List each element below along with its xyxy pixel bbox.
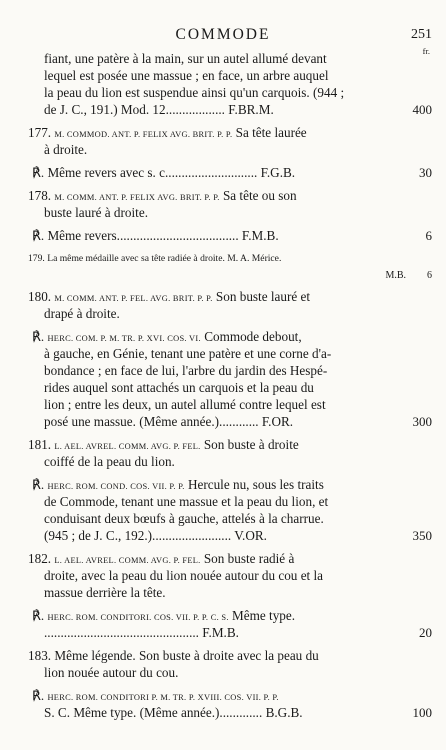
coin-legend: M. COMM. ANT. P. FELIX AVG. BRIT. P. P. [54,193,220,202]
entry-number: 183. [28,648,52,663]
entry-text: Hercule nu, sous les traits [187,477,324,492]
entry-text: lequel est posée une massue ; en face, un arbre auquel [44,68,329,83]
reverse-mark: ℟. [32,608,45,623]
price-unit-label: fr. [422,46,430,56]
entry-price: 100 [412,705,432,720]
entry-grade: M.B. [385,270,406,281]
entry-price: 300 [412,414,432,429]
coin-legend: M. COMMOD. ANT. P. FELIX AVG. BRIT. P. P. [54,130,233,139]
entry-text: La même médaille avec sa tête radiée à droite. M. A. Mérice. [47,253,282,264]
reverse-mark: ℟. [32,688,45,703]
entry-text: posé une massue. (Même année.)............ F.OR. [44,414,294,429]
entry-text: Son buste lauré et [215,289,311,304]
entry-text: (945 ; de J. C., 192.)........................ V.OR. [44,528,267,543]
reverse-mark: ℟. [32,228,45,243]
entry-price: 350 [412,528,432,543]
entry-price: 6 [425,228,432,243]
entry-number: 179. [28,253,45,264]
entry-text: Commode debout, [204,329,302,344]
entry-text: conduisant deux bœufs à gauche, attelés à la charrue. [44,511,324,526]
entry-text: buste lauré à droite. [44,205,148,220]
catalog-entry [0,687,446,721]
catalog-entry [0,476,446,544]
entry-text: rides auquel sont attachés un carquois et la peau du [44,380,314,395]
entry-text: Même type. [232,608,296,623]
reverse-mark: ℟. [32,165,45,180]
catalog-entry [0,328,446,430]
entry-text: droite, avec la peau du lion nouée autour du cou et la [44,568,324,583]
entry-text: la peau du lion est suspendue ainsi qu'un carquois. (944 ; [44,85,345,100]
entry-text: fiant, une patère à la main, sur un autel allumé devant [44,51,327,66]
entry-price: 20 [419,625,432,640]
entry-text: lion ; entre les deux, un autel allumé contre lequel est [44,397,326,412]
entry-text: Même revers..................................... F.M.B. [47,228,279,243]
coin-legend: HERC. COM. P. M. TR. P. XVI. COS. VI. [47,334,201,343]
catalog-entry [0,647,446,681]
entry-text: S. C. Même type. (Même année.)............. B.G.B. [44,705,303,720]
catalog-entry [0,436,446,470]
entry-text: drapé à droite. [44,306,120,321]
entry-text: de Commode, tenant une massue et la peau du lion, et [44,494,329,509]
coin-legend: M. COMM. ANT. P. FEL. AVG. BRIT. P. P. [54,294,213,303]
entry-number: 177. [28,125,52,140]
catalog-entry [0,227,446,244]
catalog-entry [0,607,446,641]
running-title: COMMODE [175,26,271,43]
entry-text: ............................................... F.M.B. [44,625,239,640]
entry-text: Sa tête ou son [222,188,297,203]
coin-legend: HERC. ROM. COND. COS. VII. P. P. [47,482,185,491]
entry-text: Même légende. Son buste à droite avec la peau du [54,648,319,663]
entry-price: 30 [419,165,432,180]
entry-text: Son buste à droite [203,437,299,452]
coin-legend: HERC. ROM. CONDITORI. COS. VII. P. P. C. S. [47,613,229,622]
reverse-mark: ℟. [32,329,45,344]
reverse-mark: ℟. [32,477,45,492]
entry-text: de J. C., 191.) Mod. 12.................. F.BR.M. [44,102,274,117]
catalog-entry [0,164,446,181]
entry-text: Son buste radié à [203,551,295,566]
entry-text: bondance ; en face de lui, l'arbre du jardin des Hespé- [44,363,328,378]
entry-number: 182. [28,551,52,566]
entry-number: 181. [28,437,52,452]
page-header [0,26,446,56]
entry-number: 178. [28,188,52,203]
entry-text: coiffé de la peau du lion. [44,454,175,469]
coin-legend: L. AEL. AVREL. COMM. AVG. P. FEL. [54,556,201,565]
entry-text: à droite. [44,142,88,157]
entry-text: massue derrière la tête. [44,585,166,600]
entry-price: 6 [427,270,432,281]
catalog-entry [0,288,446,322]
entry-text: à gauche, en Génie, tenant une patère et une corne d'a- [44,346,332,361]
entry-text: Même revers avec s. c............................ F.G.B. [47,165,296,180]
coin-legend: L. AEL. AVREL. COMM. AVG. P. FEL. [54,442,201,451]
entry-price: 400 [412,102,432,117]
entry-text: lion nouée autour du cou. [44,665,179,680]
catalog-entry [0,550,446,601]
entry-text: Sa tête laurée [235,125,307,140]
catalog-entry [0,187,446,221]
catalog-entry [0,50,446,118]
catalog-entry [0,250,446,284]
page-number: 251 [411,27,432,42]
catalog-entries [0,50,446,721]
catalog-entry [0,124,446,158]
coin-legend: HERC. ROM. CONDITORI P. M. TR. P. XVIII. COS. VII. P. P. [47,693,279,702]
entry-number: 180. [28,289,52,304]
